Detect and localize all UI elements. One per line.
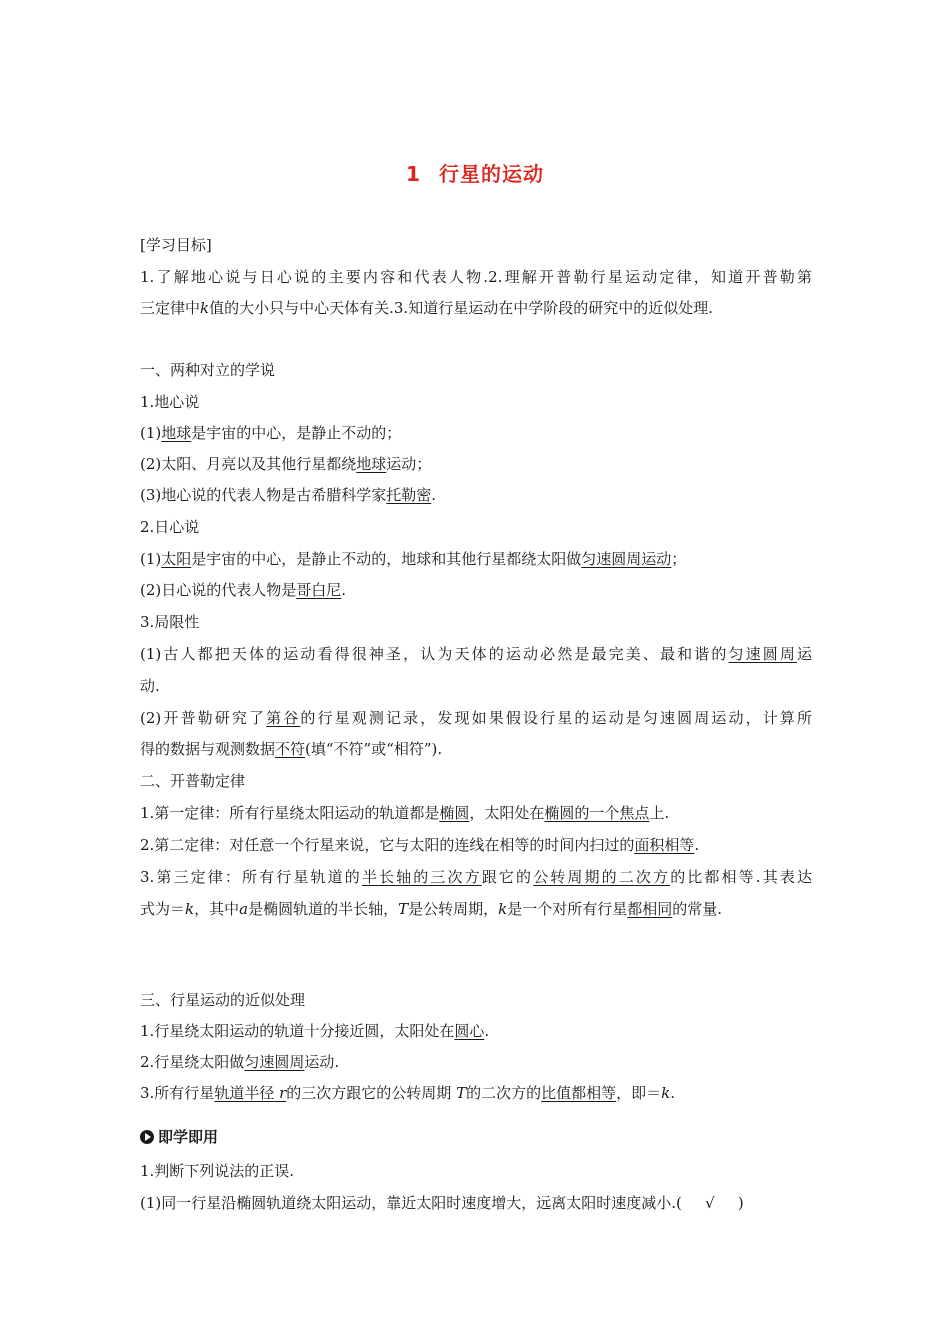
limitation-heading: 3.局限性 [140, 613, 200, 631]
approx-item-2: 2.行星绕太阳做匀速圆周运动. [140, 1053, 340, 1071]
practice-heading [140, 1126, 218, 1147]
limitation-item-1-cont: 动. [140, 677, 160, 695]
play-circle-icon [140, 1130, 154, 1144]
approx-item-3: 3.所有行星轨道半径 r的三次方跟它的公转周期 T的二次方的比值都相等，即＝k. [140, 1084, 676, 1102]
practice-question-1-item-1: (1)同一行星沿椭圆轨道绕太阳运动，靠近太阳时速度增大，远离太阳时速度减小.( √ ) [140, 1194, 744, 1212]
section-3-heading: 三、行星运动的近似处理 [140, 991, 306, 1009]
limitation-item-2-cont: 得的数据与观测数据不符(填“不符”或“相符”). [140, 740, 443, 758]
kepler-law-1: 1.第一定律：所有行星绕太阳运动的轨道都是椭圆，太阳处在椭圆的一个焦点上. [140, 804, 670, 822]
title-number: 1 [406, 162, 421, 186]
approx-item-1: 1.行星绕太阳运动的轨道十分接近圆，太阳处在圆心. [140, 1022, 490, 1040]
kepler-law-3: 3.第三定律：所有行星轨道的半长轴的三次方跟它的公转周期的二次方的比都相等.其表达 [140, 868, 812, 886]
kepler-law-3-cont: 式为＝k，其中a是椭圆轨道的半长轴，T是公转周期，k是一个对所有行星都相同的常量. [140, 900, 723, 918]
geocentric-heading: 1.地心说 [140, 393, 200, 411]
practice-question-1: 1.判断下列说法的正误. [140, 1162, 295, 1180]
section-2-heading: 二、开普勒定律 [140, 772, 246, 790]
goals-line-2: 三定律中k值的大小只与中心天体有关.3.知道行星运动在中学阶段的研究中的近似处理. [140, 299, 713, 317]
limitation-item-1: (1)古人都把天体的运动看得很神圣，认为天体的运动必然是最完美、最和谐的匀速圆周运 [140, 645, 812, 663]
goals-heading: [学习目标] [140, 236, 212, 254]
limitation-item-2: (2)开普勒研究了第谷的行星观测记录，发现如果假设行星的运动是匀速圆周运动，计算所 [140, 709, 812, 727]
heliocentric-item-2: (2)日心说的代表人物是哥白尼. [140, 581, 347, 599]
answer-mark: √ [705, 1194, 715, 1212]
geocentric-item-1: (1)地球是宇宙的中心，是静止不动的； [140, 424, 402, 442]
kepler-law-2: 2.第二定律：对任意一个行星来说，它与太阳的连线在相等的时间内扫过的面积相等. [140, 836, 700, 854]
geocentric-item-2: (2)太阳、月亮以及其他行星都绕地球运动； [140, 455, 432, 473]
geocentric-item-3: (3)地心说的代表人物是古希腊科学家托勒密. [140, 486, 437, 504]
goals-line-1: 1.了解地心说与日心说的主要内容和代表人物.2.理解开普勒行星运动定律，知道开普勒第 [140, 268, 812, 286]
heliocentric-item-1: (1)太阳是宇宙的中心，是静止不动的，地球和其他行星都绕太阳做匀速圆周运动； [140, 550, 687, 568]
section-1-heading: 一、两种对立的学说 [140, 361, 276, 379]
page-title [0, 158, 950, 187]
practice-heading-text: 即学即用 [158, 1128, 219, 1146]
heliocentric-heading: 2.日心说 [140, 518, 200, 536]
title-text: 行星的运动 [438, 162, 544, 186]
